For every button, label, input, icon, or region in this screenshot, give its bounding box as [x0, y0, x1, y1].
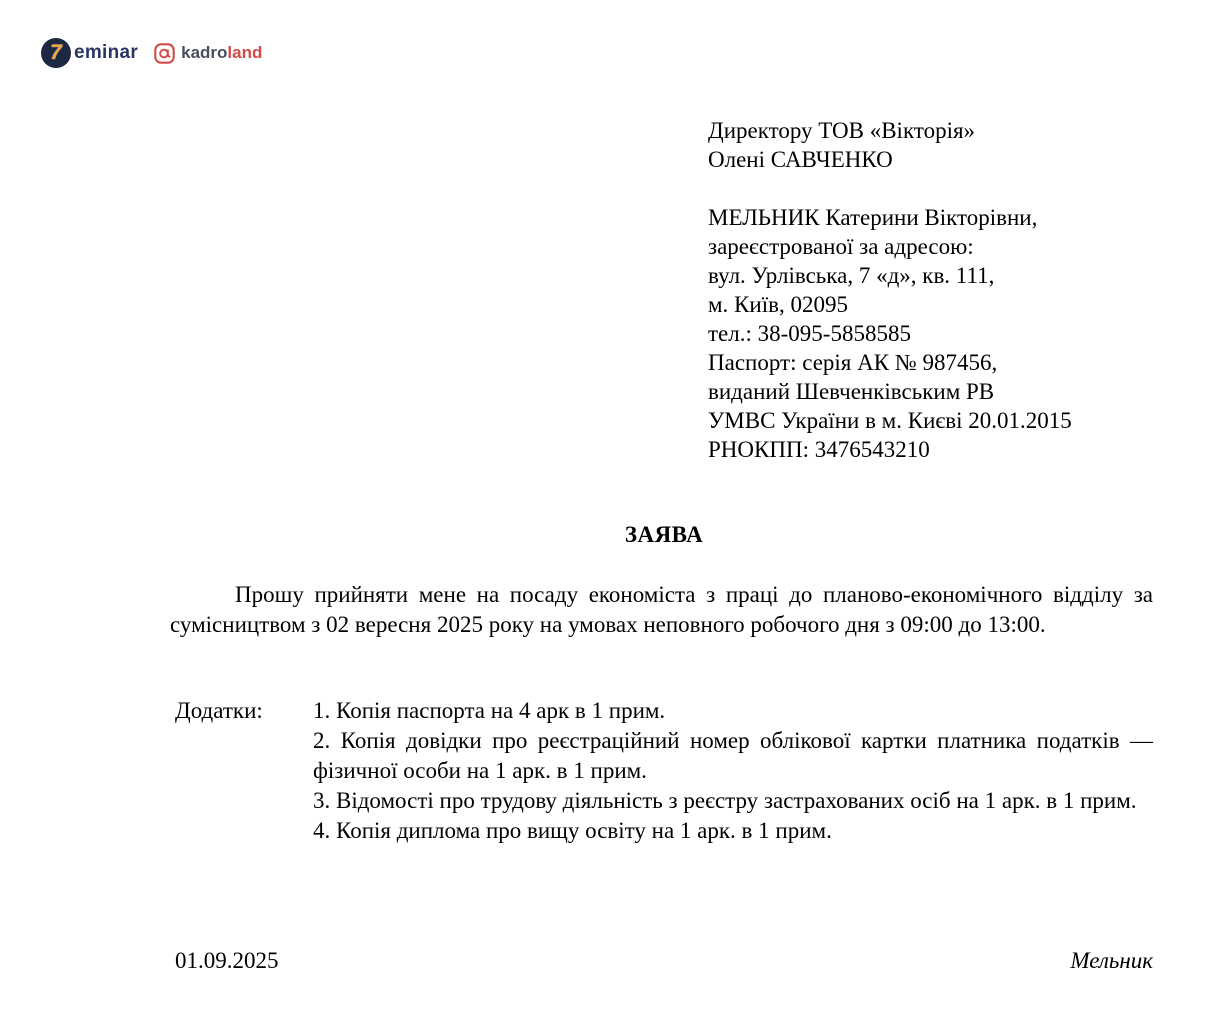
- attachments-list: [313, 696, 1153, 846]
- footer: [175, 948, 1153, 974]
- attachment-item: 2. Копія довідки про реєстраційний номер облікової картки платника податків — фізичної особи на 1 арк. в 1 прим.: [313, 728, 1153, 783]
- applicant-line: УМВС України в м. Києві 20.01.2015: [708, 408, 1072, 433]
- kadroland-logo-label: [181, 43, 262, 63]
- attachment-item: 3. Відомості про трудову діяльність з реєстру застрахованих осіб на 1 арк. в 1 прим.: [313, 788, 1137, 813]
- header-logos: [41, 38, 262, 68]
- document-date: 01.09.2025: [175, 948, 279, 973]
- recipient-block: [708, 116, 1072, 174]
- attachments-section: [175, 696, 1153, 846]
- applicant-line: вул. Урлівська, 7 «д», кв. 111,: [708, 263, 995, 288]
- seminar-logo-icon: 7: [41, 38, 71, 68]
- kadroland-label-dark: kadro: [181, 43, 228, 62]
- applicant-line: РНОКПП: 3476543210: [708, 437, 930, 462]
- attachments-label: Додатки:: [175, 698, 263, 723]
- applicant-line: МЕЛЬНИК Катерини Вікторівни,: [708, 205, 1038, 230]
- address-block: [708, 116, 1072, 464]
- signature: Мельник: [1070, 948, 1153, 973]
- kadroland-label-accent: land: [227, 43, 263, 62]
- document-title: ЗАЯВА: [624, 522, 704, 547]
- applicant-line: зареєстрованої за адресою:: [708, 234, 974, 259]
- applicant-line: Паспорт: серія АК № 987456,: [708, 350, 998, 375]
- seminar-logo-label: eminar: [74, 42, 139, 63]
- applicant-line: тел.: 38-095-5858585: [708, 321, 911, 346]
- body-paragraph: Прошу прийняти мене на посаду економіста з праці до планово-економічного відділу за сумісництвом з 02 вересня 2025 року на умовах неповного робочого дня з 09:00 до 13:00.: [170, 582, 1153, 637]
- applicant-line: виданий Шевченківським РВ: [708, 379, 995, 404]
- recipient-line: Директору ТОВ «Вікторія»: [708, 118, 976, 143]
- kadroland-logo-icon: [154, 43, 175, 64]
- applicant-block: [708, 203, 1072, 464]
- attachment-item: 4. Копія диплома про вищу освіту на 1 арк. в 1 прим.: [313, 818, 832, 843]
- seminar-logo: [41, 38, 138, 68]
- attachment-item: 1. Копія паспорта на 4 арк в 1 прим.: [313, 698, 666, 723]
- applicant-line: м. Київ, 02095: [708, 292, 848, 317]
- kadroland-logo: [154, 43, 262, 64]
- recipient-line: Олені САВЧЕНКО: [708, 147, 893, 172]
